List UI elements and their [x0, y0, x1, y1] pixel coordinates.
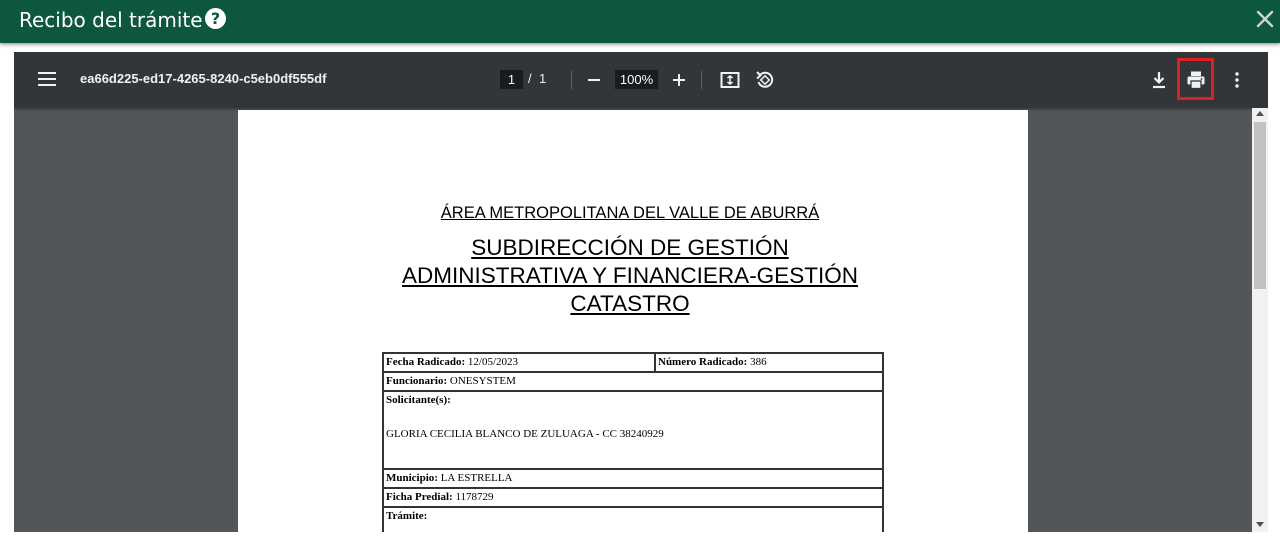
toolbar-divider: [701, 71, 702, 89]
municipio-cell: Municipio: LA ESTRELLA: [383, 469, 883, 488]
dept-heading: [238, 234, 1022, 318]
pdf-toolbar: [14, 52, 1268, 108]
close-icon[interactable]: [1253, 7, 1277, 31]
solicitante-cell: Solicitante(s): GLORIA CECILIA BLANCO DE ZULUAGA - CC 38240929: [383, 391, 883, 469]
zoom-in-icon[interactable]: [669, 70, 689, 90]
ficha-predial-cell: Ficha Predial: 1178729: [383, 488, 883, 507]
download-icon[interactable]: [1148, 69, 1170, 91]
vertical-scrollbar[interactable]: [1252, 108, 1268, 532]
scroll-down-arrow-icon[interactable]: [1256, 522, 1264, 527]
tramite-cell: Trámite:: [383, 507, 883, 532]
page-total: 1: [539, 71, 547, 86]
pdf-viewer: [14, 52, 1268, 532]
document-title: ea66d225-ed17-4265-8240-c5eb0df555df: [80, 71, 327, 86]
pdf-page: [238, 110, 1028, 532]
zoom-input[interactable]: 100%: [615, 70, 658, 89]
org-heading: ÁREA METROPOLITANA DEL VALLE DE ABURRÁ: [440, 204, 820, 222]
question-circle-icon[interactable]: ?: [205, 8, 226, 29]
toolbar-divider: [571, 71, 572, 89]
solicitante-value: GLORIA CECILIA BLANCO DE ZULUAGA - CC 38240929: [386, 428, 664, 440]
fit-page-icon[interactable]: [719, 69, 741, 91]
print-icon: [1185, 69, 1207, 91]
page-number-input[interactable]: 1: [500, 70, 523, 89]
more-vert-icon[interactable]: [1226, 69, 1248, 91]
funcionario-cell: Funcionario: ONESYSTEM: [383, 372, 883, 391]
menu-icon[interactable]: [38, 72, 56, 86]
page-separator: /: [528, 71, 532, 86]
scrollbar-thumb[interactable]: [1254, 122, 1266, 289]
zoom-out-icon[interactable]: [584, 70, 604, 90]
dept-heading-line: ADMINISTRATIVA Y FINANCIERA-GESTIÓN: [402, 263, 858, 288]
dialog-header: [0, 0, 1280, 43]
numero-radicado-cell: Número Radicado: 386: [655, 353, 883, 372]
fecha-radicado-cell: Fecha Radicado: 12/05/2023: [383, 353, 655, 372]
print-button[interactable]: [1177, 58, 1214, 100]
dept-heading-line: SUBDIRECCIÓN DE GESTIÓN: [471, 235, 789, 260]
scroll-up-arrow-icon[interactable]: [1256, 111, 1264, 116]
dept-heading-line: CATASTRO: [570, 291, 690, 316]
filing-form-table: [382, 352, 884, 532]
rotate-icon[interactable]: [754, 69, 776, 91]
dialog-title: Recibo del trámite: [19, 8, 203, 32]
